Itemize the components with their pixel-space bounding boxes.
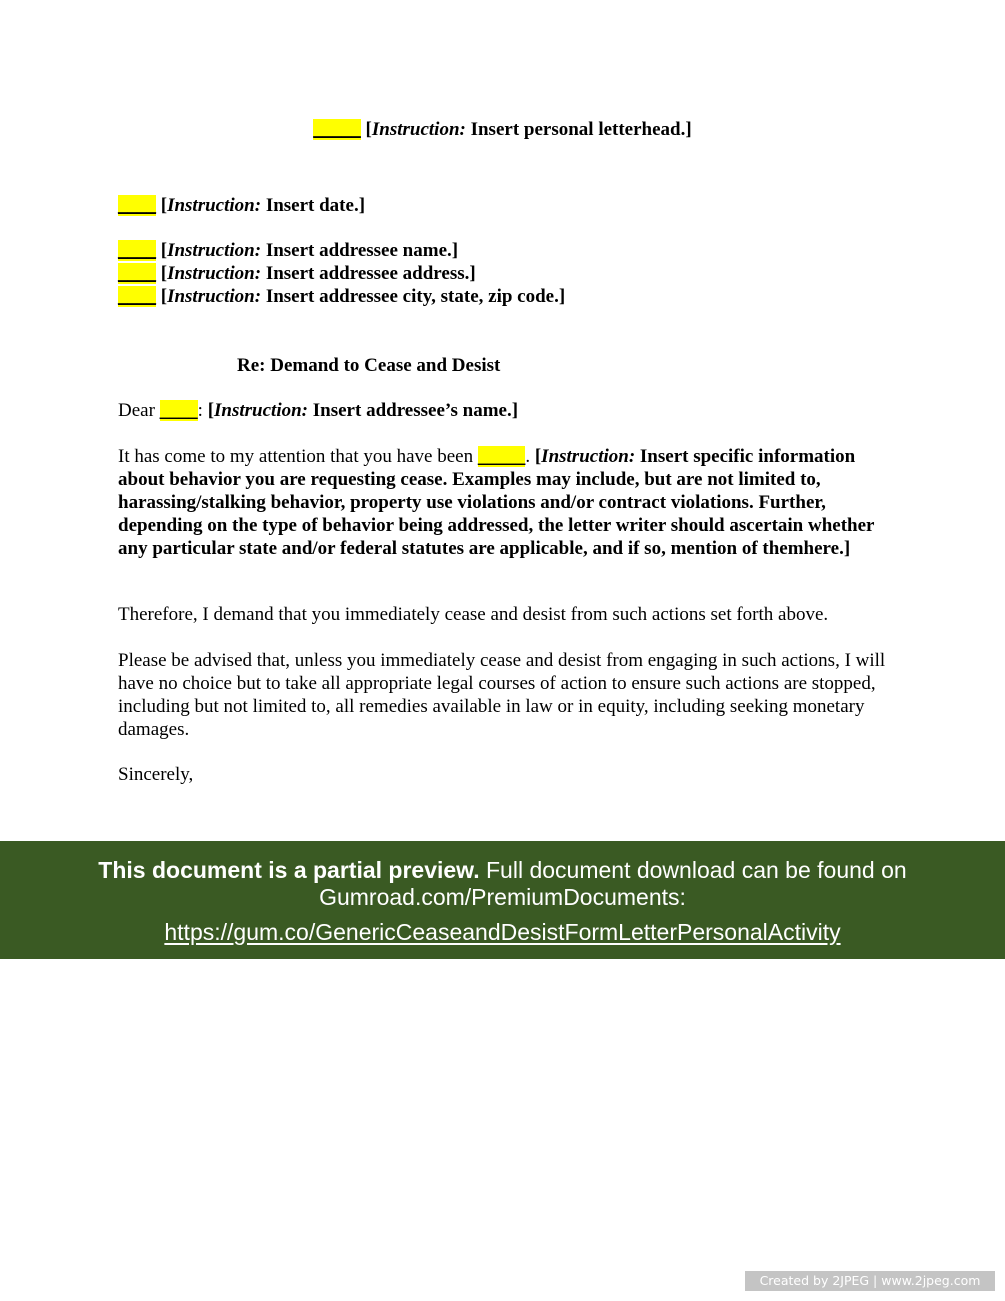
instruction-label: Instruction: xyxy=(167,240,262,261)
instruction-text: Insert addressee address.] xyxy=(261,263,476,284)
instruction-label: Instruction: xyxy=(167,286,262,307)
subject-line: Re: Demand to Cease and Desist xyxy=(237,355,501,376)
instruction-label: Instruction: xyxy=(371,119,466,140)
bracket-open: [ xyxy=(534,446,542,467)
address-city-line xyxy=(118,285,565,308)
address-street-line xyxy=(118,262,476,285)
address-street-blank[interactable]: ____ xyxy=(118,263,156,284)
instruction-label: Instruction: xyxy=(167,195,262,216)
behavior-blank[interactable]: _____ xyxy=(477,446,526,467)
address-name-blank[interactable]: ____ xyxy=(118,240,156,261)
paragraph-intro: It has come to my attention that you have been xyxy=(118,446,478,467)
salutation-blank[interactable]: ____ xyxy=(159,400,198,421)
salutation-prefix: Dear xyxy=(118,400,160,421)
bracket-open: [ xyxy=(365,119,372,140)
download-link[interactable]: https://gum.co/GenericCeaseandDesistFormLetterPersonalActivity xyxy=(164,919,841,945)
instruction-text: Insert personal letterhead.] xyxy=(465,119,692,140)
bracket-open: [ xyxy=(160,286,168,307)
preview-banner-text: Full document download can be found on Gumroad.com/PremiumDocuments: xyxy=(319,857,907,910)
paragraph-behavior xyxy=(118,445,898,560)
date-blank[interactable]: ____ xyxy=(118,195,156,216)
address-city-blank[interactable]: ____ xyxy=(118,286,156,307)
bracket-open: [ xyxy=(160,240,168,261)
salutation-colon: : xyxy=(197,400,208,421)
paragraph-warning: Please be advised that, unless you immediately cease and desist from engaging in such actions, I will have no choice but to take all appropriate legal courses of action to ensure such actions are stopped, including but not limited to, all remedies available in law or in equity, including seeking monetary damages. xyxy=(118,650,886,740)
address-name-line xyxy=(118,239,458,262)
letterhead-line xyxy=(0,118,1005,141)
instruction-label: Instruction: xyxy=(167,263,262,284)
period: . xyxy=(525,446,535,467)
letterhead-blank[interactable]: _____ xyxy=(313,119,361,140)
paragraph-demand: Therefore, I demand that you immediately cease and desist from such actions set forth above. xyxy=(118,604,829,625)
instruction-label: Instruction: xyxy=(541,446,636,467)
date-line xyxy=(118,194,365,217)
bracket-open: [ xyxy=(160,263,168,284)
instruction-text: Insert addressee’s name.] xyxy=(308,400,519,421)
preview-banner-message xyxy=(0,857,1005,911)
instruction-label: Instruction: xyxy=(214,400,309,421)
instruction-text: Insert addressee city, state, zip code.] xyxy=(261,286,566,307)
preview-banner-bold: This document is a partial preview. xyxy=(98,857,480,883)
instruction-text: Insert specific information about behavior you are requesting cease. Examples may include, but are not limited to, harassing/stalking behavior, property use violations and/or contract violations. Further, depending on the type of behavior being addressed, the letter writer should ascertain whether any particular state and/or federal statutes are applicable, and if so, mention of themhere.] xyxy=(118,446,875,559)
bracket-open: [ xyxy=(160,195,168,216)
watermark: Created by 2JPEG | www.2jpeg.com xyxy=(745,1271,995,1291)
instruction-text: Insert date.] xyxy=(261,195,366,216)
bracket-open: [ xyxy=(207,400,215,421)
preview-banner xyxy=(0,841,1005,959)
instruction-text: Insert addressee name.] xyxy=(261,240,459,261)
salutation-line xyxy=(118,399,518,422)
closing: Sincerely, xyxy=(118,764,194,785)
